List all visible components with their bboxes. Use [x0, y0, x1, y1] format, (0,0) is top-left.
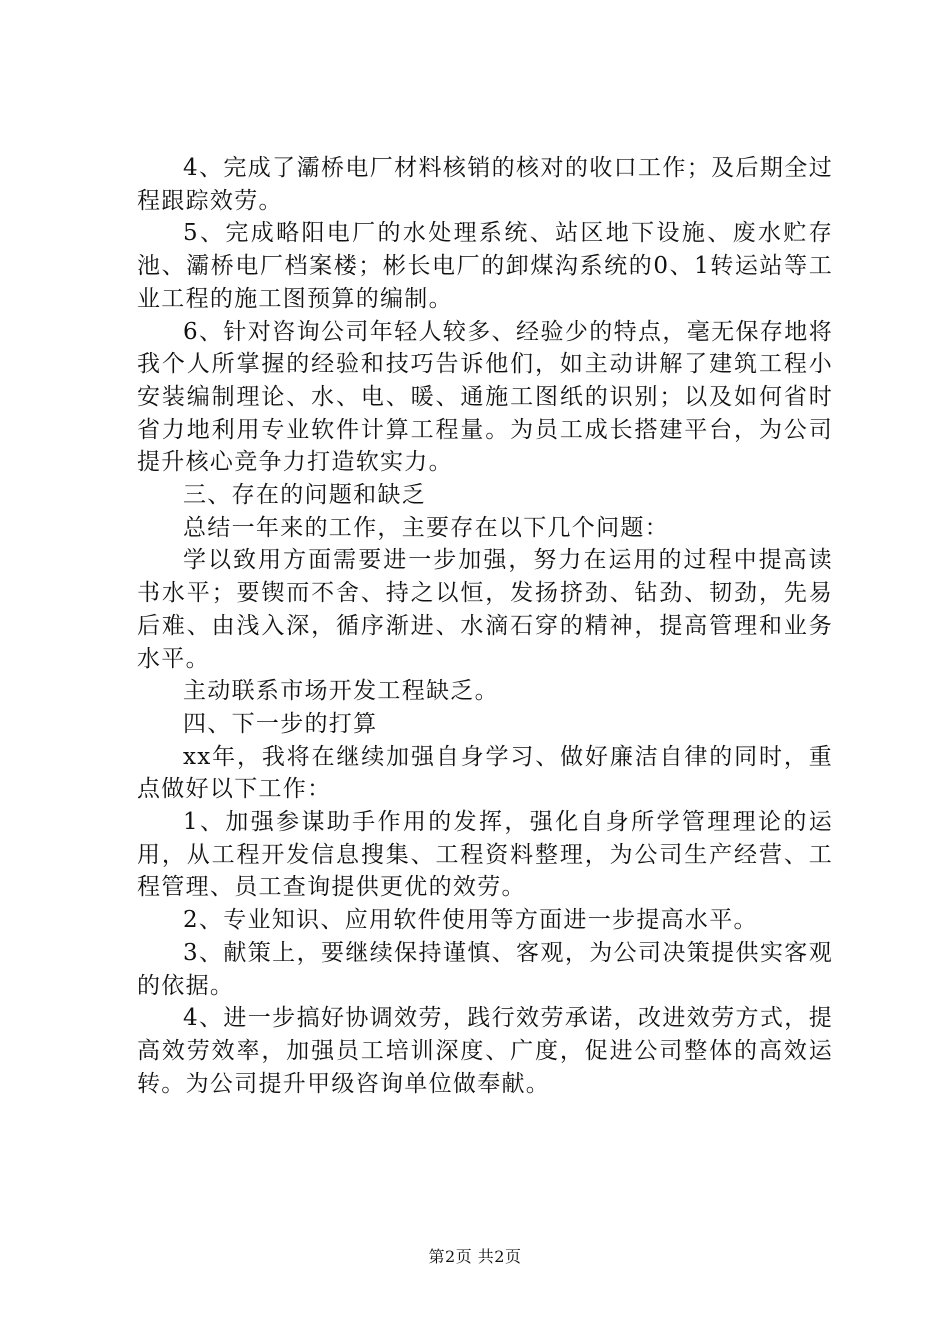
page-number-footer: 第2页 共2页 — [428, 1247, 522, 1266]
section-heading: 四、下一步的打算 — [183, 710, 378, 737]
paragraph: 总结一年来的工作，主要存在以下几个问题： — [183, 514, 669, 541]
paragraph: 4、进一步搞好协调效劳，践行效劳承诺，改进效劳方式，提高效劳效率，加强员工培训深度、广度，促进公司整体的高效运转。为公司提升甲级咨询单位做奉献。 — [137, 1005, 833, 1097]
document-body — [137, 152, 833, 1100]
paragraph: 6、针对咨询公司年轻人较多、经验少的特点，毫无保存地将我个人所掌握的经验和技巧告诉他们，如主动讲解了建筑工程小安装编制理论、水、电、暖、通施工图纸的识别；以及如何省时省力地利用专业软件计算工程量。为员工成长搭建平台，为公司提升核心竞争力打造软实力。 — [137, 318, 833, 476]
paragraph: 学以致用方面需要进一步加强，努力在运用的过程中提高读书水平；要锲而不舍、持之以恒，发扬挤劲、钻劲、韧劲，先易后难、由浅入深，循序渐进、水滴石穿的精神，提高管理和业务水平。 — [137, 547, 833, 672]
paragraph: 2、专业知识、应用软件使用等方面进一步提高水平。 — [183, 907, 758, 934]
paragraph: xx年，我将在继续加强自身学习、做好廉洁自律的同时，重点做好以下工作： — [137, 743, 833, 803]
paragraph: 3、献策上，要继续保持谨慎、客观，为公司决策提供实客观的依据。 — [137, 939, 833, 999]
paragraph: 1、加强参谋助手作用的发挥，强化自身所学管理理论的运用，从工程开发信息搜集、工程资料整理，为公司生产经营、工程管理、员工查询提供更优的效劳。 — [137, 809, 833, 901]
paragraph: 4、完成了灞桥电厂材料核销的核对的收口工作；及后期全过程跟踪效劳。 — [137, 155, 833, 214]
paragraph: 5、完成略阳电厂的水处理系统、站区地下设施、废水贮存池、灞桥电厂档案楼；彬长电厂的卸煤沟系统的0、1转运站等工业工程的施工图预算的编制。 — [137, 220, 833, 312]
section-heading: 三、存在的问题和缺乏 — [183, 482, 426, 509]
paragraph: 主动联系市场开发工程缺乏。 — [183, 678, 499, 705]
